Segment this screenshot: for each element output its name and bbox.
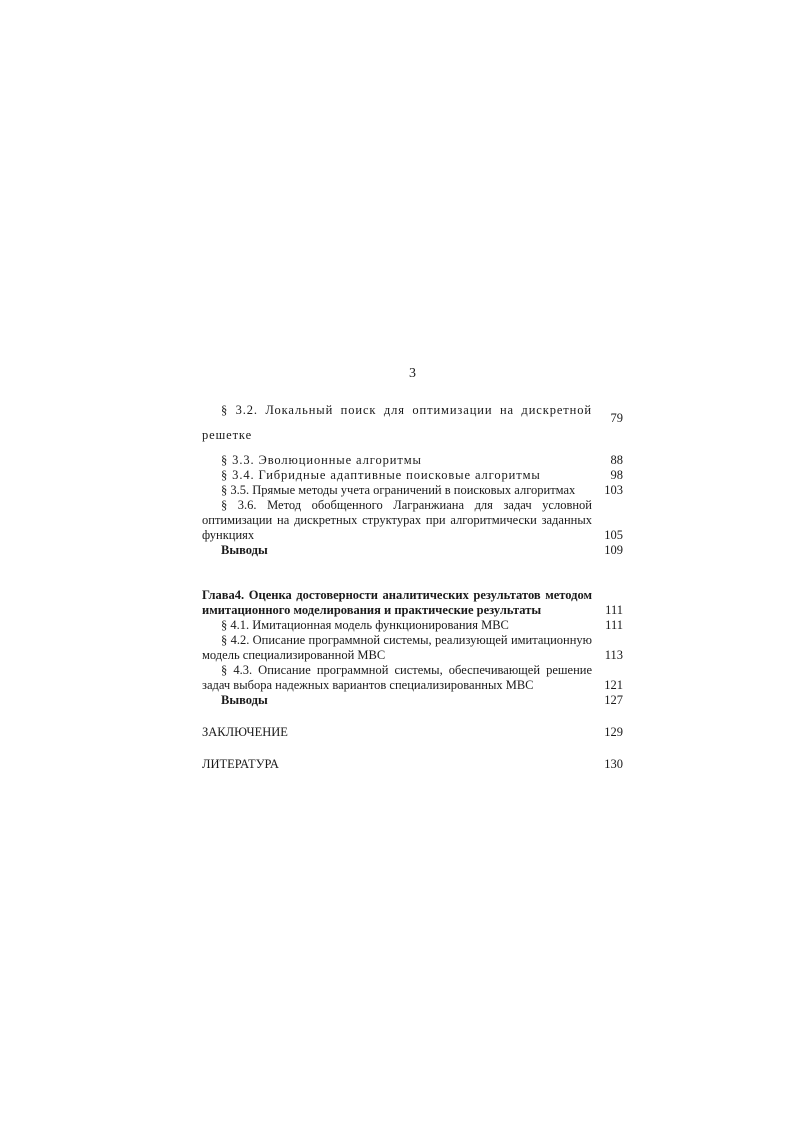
toc-entry-page: 113 bbox=[604, 648, 623, 662]
toc-entry-conclusion bbox=[202, 725, 623, 740]
toc-entry-title: § 3.4. Гибридные адаптивные поисковые алгоритмы bbox=[221, 468, 541, 482]
toc-entry-literature bbox=[202, 757, 623, 772]
toc-entry-3-2 bbox=[202, 398, 623, 448]
toc-entry-3-5 bbox=[202, 483, 623, 498]
toc-entry-title: § 3.6. Метод обобщенного Лагранжиана для задач условной оптимизации на дискретных структурах при алгоритмически заданных функциях bbox=[202, 498, 592, 542]
toc-entry-page: 79 bbox=[610, 411, 623, 425]
table-of-contents bbox=[202, 398, 623, 772]
toc-entry-ch3-summary bbox=[202, 543, 623, 558]
toc-entry-title: ЛИТЕРАТУРА bbox=[202, 757, 279, 771]
toc-entry-3-3 bbox=[202, 453, 623, 468]
toc-entry-4-2 bbox=[202, 633, 623, 663]
toc-entry-title: § 4.3. Описание программной системы, обеспечивающей решение задач выбора надежных вариантов специализированных МВС bbox=[202, 663, 592, 692]
toc-entry-4-3 bbox=[202, 663, 623, 693]
toc-entry-title: Выводы bbox=[221, 543, 268, 557]
toc-entry-3-6 bbox=[202, 498, 623, 543]
toc-entry-page: 105 bbox=[604, 528, 623, 542]
toc-entry-title: § 4.1. Имитационная модель функционирования МВС bbox=[221, 618, 509, 632]
toc-entry-page: 130 bbox=[604, 757, 623, 771]
toc-entry-title: § 3.5. Прямые методы учета ограничений в поисковых алгоритмах bbox=[221, 483, 576, 497]
toc-entry-page: 103 bbox=[604, 483, 623, 497]
toc-entry-4-1 bbox=[202, 618, 623, 633]
page-number: 3 bbox=[409, 366, 416, 381]
toc-entry-title: ЗАКЛЮЧЕНИЕ bbox=[202, 725, 288, 739]
toc-entry-page: 121 bbox=[604, 678, 623, 692]
toc-entry-ch4-summary bbox=[202, 693, 623, 708]
toc-entry-page: 98 bbox=[610, 468, 623, 482]
toc-entry-page: 88 bbox=[610, 453, 623, 467]
toc-entry-title: § 4.2. Описание программной системы, реализующей имитационную модель специализированной МВС bbox=[202, 633, 592, 662]
toc-entry-title: § 3.3. Эволюционные алгоритмы bbox=[221, 453, 422, 467]
toc-chapter-title: Глава4. Оценка достоверности аналитических результатов методом имитационного моделирования и практические результаты bbox=[202, 588, 592, 617]
toc-entry-page: 109 bbox=[604, 543, 623, 557]
toc-entry-page: 111 bbox=[605, 618, 623, 632]
toc-entry-page: 111 bbox=[605, 603, 623, 617]
toc-entry-page: 127 bbox=[604, 693, 623, 707]
toc-entry-title: Выводы bbox=[221, 693, 268, 707]
toc-entry-3-4 bbox=[202, 468, 623, 483]
toc-entry-page: 129 bbox=[604, 725, 623, 739]
toc-entry-title: § 3.2. Локальный поиск для оптимизации на дискретной решетке bbox=[202, 403, 592, 442]
toc-entry-chapter-4 bbox=[202, 588, 623, 618]
